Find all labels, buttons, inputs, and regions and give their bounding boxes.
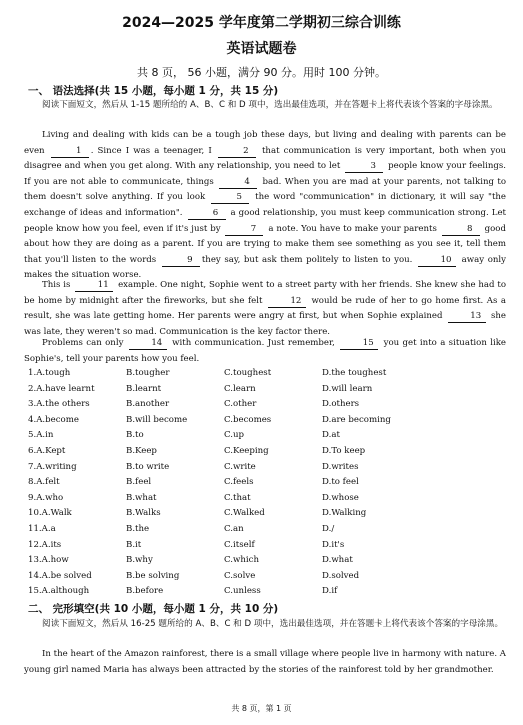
option-a: 13.A.how bbox=[28, 555, 69, 566]
option-c: C.becomes bbox=[224, 414, 272, 425]
option-row bbox=[28, 584, 498, 600]
option-row bbox=[28, 366, 498, 382]
option-a: 12.A.its bbox=[28, 539, 62, 550]
text-segment: Problems can only bbox=[42, 338, 124, 348]
blank-15: 15 bbox=[340, 338, 378, 350]
section2-heading: 二、 完形填空(共 10 小题，每小题 1 分，共 10 分) bbox=[28, 603, 279, 615]
option-row bbox=[28, 382, 498, 398]
blank-13: 13 bbox=[448, 311, 486, 323]
blank-5: 5 bbox=[211, 192, 249, 204]
option-row bbox=[28, 444, 498, 460]
text-segment: good about how they are doing as a parent. If you are trying to make them see something as you see it, tell them that you'll listen to the words bbox=[24, 223, 506, 265]
blank-4: 4 bbox=[219, 177, 257, 189]
option-row bbox=[28, 413, 498, 429]
option-d: D.it's bbox=[322, 539, 345, 550]
option-c: C.other bbox=[224, 399, 257, 410]
option-row bbox=[28, 460, 498, 476]
option-a: 7.A.writing bbox=[28, 461, 77, 472]
option-c: C.which bbox=[224, 555, 259, 566]
option-c: C.that bbox=[224, 492, 251, 503]
text-segment: she was late, they weren't so mad. Communication is the key factor there. bbox=[24, 311, 507, 337]
text-segment: the word "communication" in dictionary, it will say "the exchange of ideas and information". bbox=[24, 192, 507, 218]
blank-10: 10 bbox=[418, 255, 456, 267]
option-d: D.will learn bbox=[322, 383, 373, 394]
section1-paragraph-2 bbox=[24, 278, 506, 340]
option-a: 10.A.Walk bbox=[28, 508, 72, 519]
text-segment: . Since I was a teenager, I bbox=[90, 145, 212, 156]
option-row bbox=[28, 506, 498, 522]
option-d: D.solved bbox=[322, 570, 360, 581]
option-b: B.learnt bbox=[126, 383, 162, 394]
section2-paragraph-1: In the heart of the Amazon rainforest, there is a small village where people live in harmony with nature. A young girl named Maria has always been attracted by the stories of the rainforest told by her grandmother. bbox=[24, 649, 506, 675]
text-segment: they say, but ask them politely to listen to you. bbox=[201, 254, 413, 265]
option-c: C.Keeping bbox=[224, 445, 269, 456]
option-d: D.to feel bbox=[322, 477, 359, 488]
blank-14: 14 bbox=[129, 338, 167, 350]
text-segment: would be rude of her to go home first. As a result, she was late getting home. Her parents were angry at first, but when Sophie explained bbox=[24, 295, 507, 322]
option-b: B.it bbox=[126, 539, 142, 550]
option-a: 9.A.who bbox=[28, 492, 64, 503]
option-c: C.unless bbox=[224, 586, 261, 597]
option-d: D.what bbox=[322, 555, 353, 566]
option-c: C.up bbox=[224, 430, 245, 441]
text-segment: you get into a situation like Sophie's, tell your parents how you feel. bbox=[24, 338, 506, 364]
text-segment: that communication is very important, both when you disagree and when you get along. With any relationship, you need to let bbox=[24, 145, 507, 172]
option-c: C.toughest bbox=[224, 368, 272, 378]
option-d: D.the toughest bbox=[322, 368, 387, 378]
options-table bbox=[28, 366, 498, 600]
option-a: 1.A.tough bbox=[28, 368, 71, 378]
blank-11: 11 bbox=[75, 280, 113, 292]
blank-12: 12 bbox=[268, 296, 306, 308]
option-b: B.to write bbox=[126, 461, 170, 472]
exam-subtitle: 英语试题卷 bbox=[226, 41, 297, 57]
option-row bbox=[28, 491, 498, 507]
option-row bbox=[28, 428, 498, 444]
option-d: D./ bbox=[322, 523, 335, 534]
option-a: 4.A.become bbox=[28, 414, 79, 425]
option-d: D.To keep bbox=[322, 445, 366, 456]
section1-instruction: 阅读下面短文，然后从 1-15 题所给的 A、B、C 和 D 项中，选出最佳选项，并在答题卡上将代表该个答案的字母涂黑。 bbox=[42, 100, 498, 110]
blank-8: 8 bbox=[442, 224, 480, 236]
option-d: D.at bbox=[322, 430, 340, 441]
option-b: B.be solving bbox=[126, 570, 180, 581]
option-a: 11.A.a bbox=[28, 523, 56, 534]
section1-paragraph-1 bbox=[24, 128, 506, 284]
option-row bbox=[28, 553, 498, 569]
option-row bbox=[28, 397, 498, 413]
option-c: C.solve bbox=[224, 570, 256, 581]
section2-instruction: 阅读下面短文，然后从 16-25 题所给的 A、B、C 和 D 项中，选出最佳选项，并在答题卡上将代表该个答案的字母涂黑。 bbox=[42, 619, 504, 629]
option-a: 14.A.be solved bbox=[28, 570, 92, 581]
option-row bbox=[28, 522, 498, 538]
option-b: B.feel bbox=[126, 477, 152, 488]
option-d: D.Walking bbox=[322, 508, 367, 519]
option-c: C.feels bbox=[224, 477, 254, 488]
option-b: B.another bbox=[126, 399, 170, 410]
blank-9: 9 bbox=[162, 255, 200, 267]
option-d: D.writes bbox=[322, 461, 359, 472]
text-segment: This is bbox=[42, 280, 71, 290]
blank-6: 6 bbox=[188, 208, 226, 220]
text-segment: with communication. Just remember, bbox=[172, 338, 335, 348]
blank-7: 7 bbox=[225, 224, 263, 236]
option-b: B.Walks bbox=[126, 508, 161, 519]
option-row bbox=[28, 569, 498, 585]
section1-paragraph-3 bbox=[24, 336, 506, 367]
section1-heading: 一、 语法选择(共 15 小题，每小题 1 分，共 15 分) bbox=[28, 85, 279, 97]
option-b: B.Keep bbox=[126, 445, 157, 456]
option-a: 3.A.the others bbox=[28, 399, 90, 410]
option-a: 8.A.felt bbox=[28, 477, 60, 488]
text-segment: example. One night, Sophie went to a street party with her friends. She knew she had to be home by midnight after the fireworks, but she felt bbox=[24, 280, 507, 306]
option-b: B.the bbox=[126, 523, 150, 534]
option-d: D.whose bbox=[322, 492, 359, 503]
option-d: D.if bbox=[322, 586, 338, 597]
option-b: B.tougher bbox=[126, 368, 170, 378]
blank-3: 3 bbox=[345, 161, 383, 173]
blank-2: 2 bbox=[218, 146, 256, 158]
text-segment: bad. When you are mad at your parents, not talking to them doesn't solve anything. If you look bbox=[24, 176, 507, 203]
text-segment: Living and dealing with kids can be a tough job these days, but living and dealing with parents can be even bbox=[24, 130, 506, 156]
option-a: 15.A.although bbox=[28, 586, 90, 597]
option-a: 6.A.Kept bbox=[28, 445, 66, 456]
option-c: C.an bbox=[224, 523, 244, 534]
option-a: 5.A.in bbox=[28, 430, 54, 441]
text-segment: away only makes the situation worse. bbox=[24, 254, 507, 281]
text-segment: people know your feelings. If you are not able to communicate, things bbox=[24, 161, 507, 187]
option-d: D.others bbox=[322, 399, 360, 410]
blank-1: 1 bbox=[51, 146, 89, 158]
option-c: C.write bbox=[224, 461, 256, 472]
exam-info: 共 8 页， 56 小题，满分 90 分。用时 100 分钟。 bbox=[137, 66, 386, 79]
option-c: C.itself bbox=[224, 539, 255, 550]
page-footer: 共 8 页，第 1 页 bbox=[231, 704, 292, 713]
option-b: B.why bbox=[126, 555, 153, 566]
option-c: C.Walked bbox=[224, 508, 265, 519]
option-c: C.learn bbox=[224, 383, 256, 394]
option-row bbox=[28, 538, 498, 554]
option-b: B.what bbox=[126, 492, 157, 503]
option-row bbox=[28, 475, 498, 491]
text-segment: a note. You have to make your parents bbox=[268, 223, 437, 234]
option-b: B.will become bbox=[126, 414, 188, 425]
option-a: 2.A.have learnt bbox=[28, 383, 95, 394]
text-segment: a good relationship, you must keep communication strong. Let people know how you feel, even if it's just by bbox=[24, 207, 506, 234]
option-d: D.are becoming bbox=[322, 414, 391, 425]
option-b: B.to bbox=[126, 430, 144, 441]
exam-title: 2024—2025 学年度第二学期初三综合训练 bbox=[122, 15, 401, 31]
option-b: B.before bbox=[126, 586, 164, 597]
